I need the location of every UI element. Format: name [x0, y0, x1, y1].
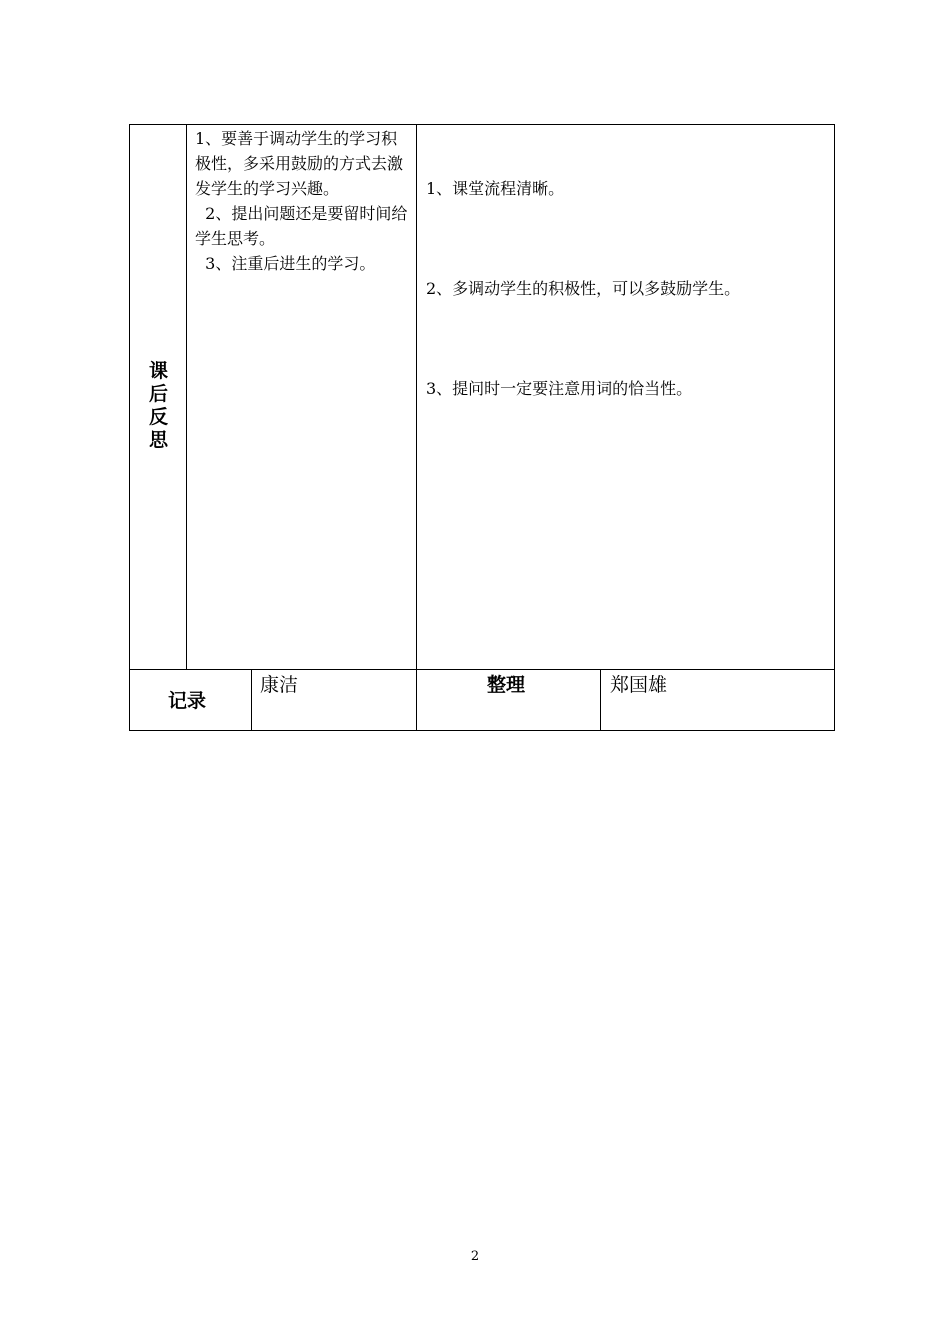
record-value: 康洁 [260, 674, 299, 696]
section-heading-char: 反 [148, 406, 168, 428]
divider-middle-column [416, 124, 417, 731]
divider-heading-column [186, 124, 187, 670]
reflection-item: 3、提问时一定要注意用词的恰当性。 [426, 379, 693, 398]
record-label: 记录 [168, 690, 207, 712]
right-reflection-notes [426, 126, 826, 451]
organize-label: 整理 [487, 674, 526, 696]
organize-value: 郑国雄 [610, 674, 668, 696]
page-number: 2 [470, 1249, 480, 1264]
divider-organize-value [600, 669, 601, 731]
divider-footer-row [129, 669, 835, 670]
section-heading-char: 思 [148, 429, 168, 451]
reflection-item: 2、多调动学生的积极性，可以多鼓励学生。 [426, 279, 741, 298]
section-heading-reflection [131, 360, 186, 452]
divider-record-value [251, 669, 252, 731]
reflection-item: 1、课堂流程清晰。 [426, 179, 565, 198]
section-heading-char: 课 [148, 360, 168, 382]
section-heading-char: 后 [148, 383, 168, 405]
left-reflection-notes: 1、要善于调动学生的学习积极性，多采用鼓励的方式去激发学生的学习兴趣。 2、提出问题还是要留时间给学生思考。 3、注重后进生的学习。 [195, 129, 408, 273]
